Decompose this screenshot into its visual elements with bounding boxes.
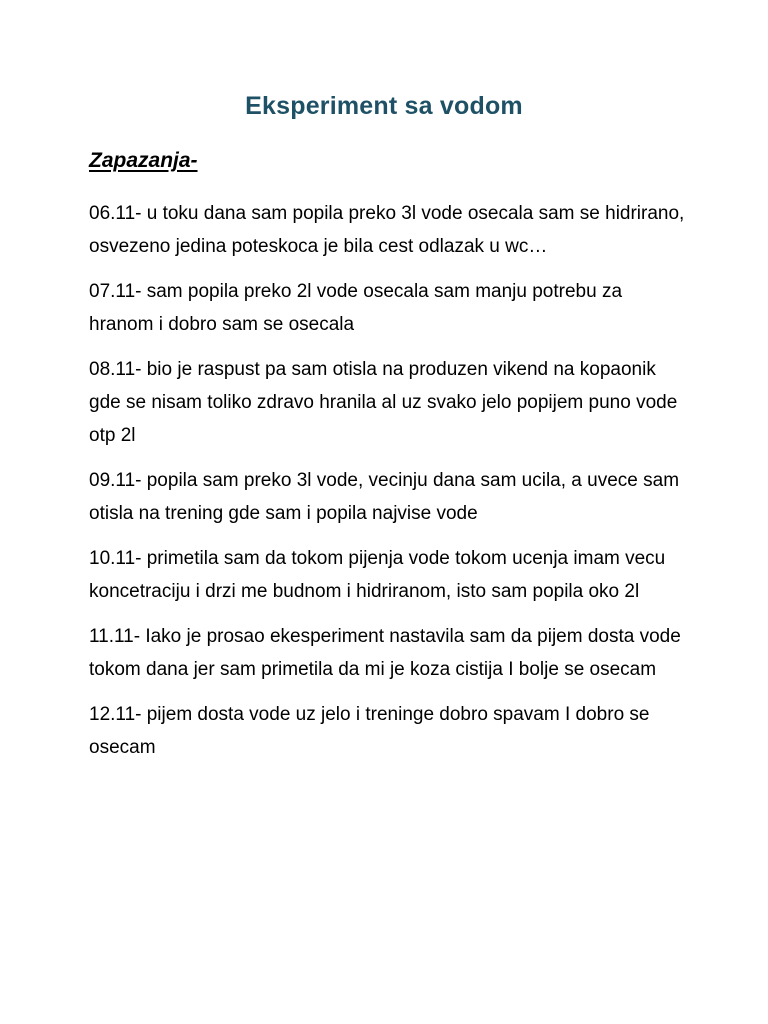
observation-list	[89, 197, 689, 776]
observation-entry: 06.11- u toku dana sam popila preko 3l vode osecala sam se hidrirano, osvezeno jedina poteskoca je bila cest odlazak u wc…	[89, 203, 685, 257]
section-heading: Zapazanja-	[89, 149, 198, 172]
observation-entry: 12.11- pijem dosta vode uz jelo i treninge dobro spavam I dobro se osecam	[89, 704, 650, 758]
document-title: Eksperiment sa vodom	[245, 92, 523, 120]
observation-entry: 08.11- bio je raspust pa sam otisla na produzen vikend na kopaonik gde se nisam toliko zdravo hranila al uz svako jelo popijem puno vode otp 2l	[89, 359, 678, 446]
observation-entry: 07.11- sam popila preko 2l vode osecala sam manju potrebu za hranom i dobro sam se osecala	[89, 281, 623, 335]
observation-entry: 11.11- Iako je prosao ekesperiment nastavila sam da pijem dosta vode tokom dana jer sam primetila da mi je koza cistija I bolje se osecam	[89, 626, 681, 680]
observation-entry: 10.11- primetila sam da tokom pijenja vode tokom ucenja imam vecu koncetraciju i drzi me budnom i hidriranom, isto sam popila oko 2l	[89, 548, 666, 602]
observation-entry: 09.11- popila sam preko 3l vode, vecinju dana sam ucila, a uvece sam otisla na trening gde sam i popila najvise vode	[89, 470, 680, 524]
